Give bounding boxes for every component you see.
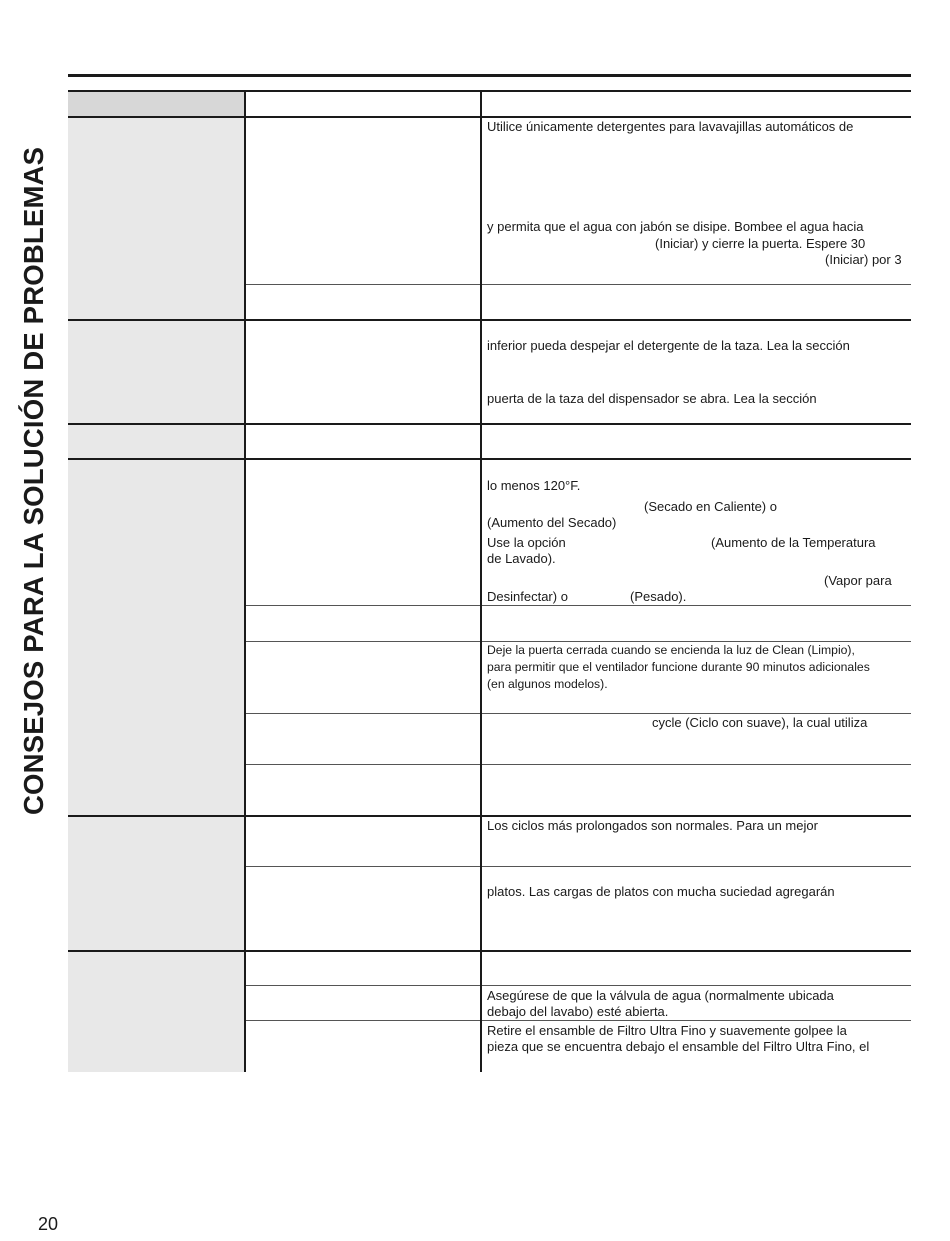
- cell-text: y permita que el agua con jabón se disipe. Bombee el agua hacia: [487, 219, 864, 234]
- cell-text: platos. Las cargas de platos con mucha suciedad agregarán: [487, 884, 835, 899]
- table-rule: [245, 605, 911, 606]
- cell-text: para permitir que el ventilador funcione durante 90 minutos adicionales: [487, 660, 870, 674]
- table-rule: [245, 985, 911, 986]
- problem-cell-2: [68, 321, 245, 424]
- cell-text: (Aumento de la Temperatura: [711, 535, 876, 550]
- table-rule: [245, 764, 911, 765]
- table-rule: [68, 458, 911, 460]
- cell-text: debajo del lavabo) esté abierta.: [487, 1004, 669, 1019]
- column-divider: [480, 90, 482, 1072]
- side-title: CONSEJOS PARA LA SOLUCIÓN DE PROBLEMAS: [18, 146, 49, 815]
- cell-text: puerta de la taza del dispensador se abra. Lea la sección: [487, 391, 817, 406]
- cell-text: pieza que se encuentra debajo el ensamble del Filtro Ultra Fino, el: [487, 1039, 870, 1054]
- table-rule: [68, 319, 911, 321]
- cell-text: (Pesado).: [630, 589, 687, 604]
- cell-text: Use la opción: [487, 535, 566, 550]
- table-rule: [245, 284, 911, 285]
- cell-text: Los ciclos más prolongados son normales. Para un mejor: [487, 818, 818, 833]
- problem-cell-5: [68, 817, 245, 951]
- cell-text: Retire el ensamble de Filtro Ultra Fino y suavemente golpee la: [487, 1023, 847, 1038]
- cell-text: (en algunos modelos).: [487, 677, 608, 691]
- table-rule: [68, 423, 911, 425]
- table-rule: [68, 90, 911, 92]
- header-cell-problem: [68, 91, 245, 118]
- cell-text: (Iniciar) por 3: [825, 252, 902, 267]
- page-number: 20: [38, 1214, 59, 1234]
- problem-cell-1: [68, 118, 245, 320]
- cell-text: inferior pueda despejar el detergente de la taza. Lea la sección: [487, 338, 850, 353]
- problem-cell-4: [68, 460, 245, 816]
- cell-text: Deje la puerta cerrada cuando se encienda la luz de Clean (Limpio),: [487, 643, 855, 657]
- table-rule: [245, 866, 911, 867]
- cell-text: cycle (Ciclo con suave), la cual utiliza: [652, 715, 868, 730]
- cell-text: (Aumento del Secado): [487, 515, 617, 530]
- table-rule: [245, 713, 911, 714]
- table-rule: [68, 116, 911, 118]
- cell-text: Utilice únicamente detergentes para lavavajillas automáticos de: [487, 119, 854, 134]
- problem-cell-3: [68, 425, 245, 459]
- problem-cell-6: [68, 952, 245, 1072]
- cell-text: (Iniciar) y cierre la puerta. Espere 30: [655, 236, 866, 251]
- cell-text: lo menos 120°F.: [487, 478, 581, 493]
- table-rule: [68, 950, 911, 952]
- table-rule: [68, 815, 911, 817]
- cell-text: (Vapor para: [824, 573, 892, 588]
- cell-text: de Lavado).: [487, 551, 556, 566]
- column-divider: [244, 90, 246, 1072]
- cell-text: Asegúrese de que la válvula de agua (normalmente ubicada: [487, 988, 834, 1003]
- cell-text: Desinfectar) o: [487, 589, 568, 604]
- cell-text: (Secado en Caliente) o: [644, 499, 777, 514]
- top-rule: [68, 74, 911, 77]
